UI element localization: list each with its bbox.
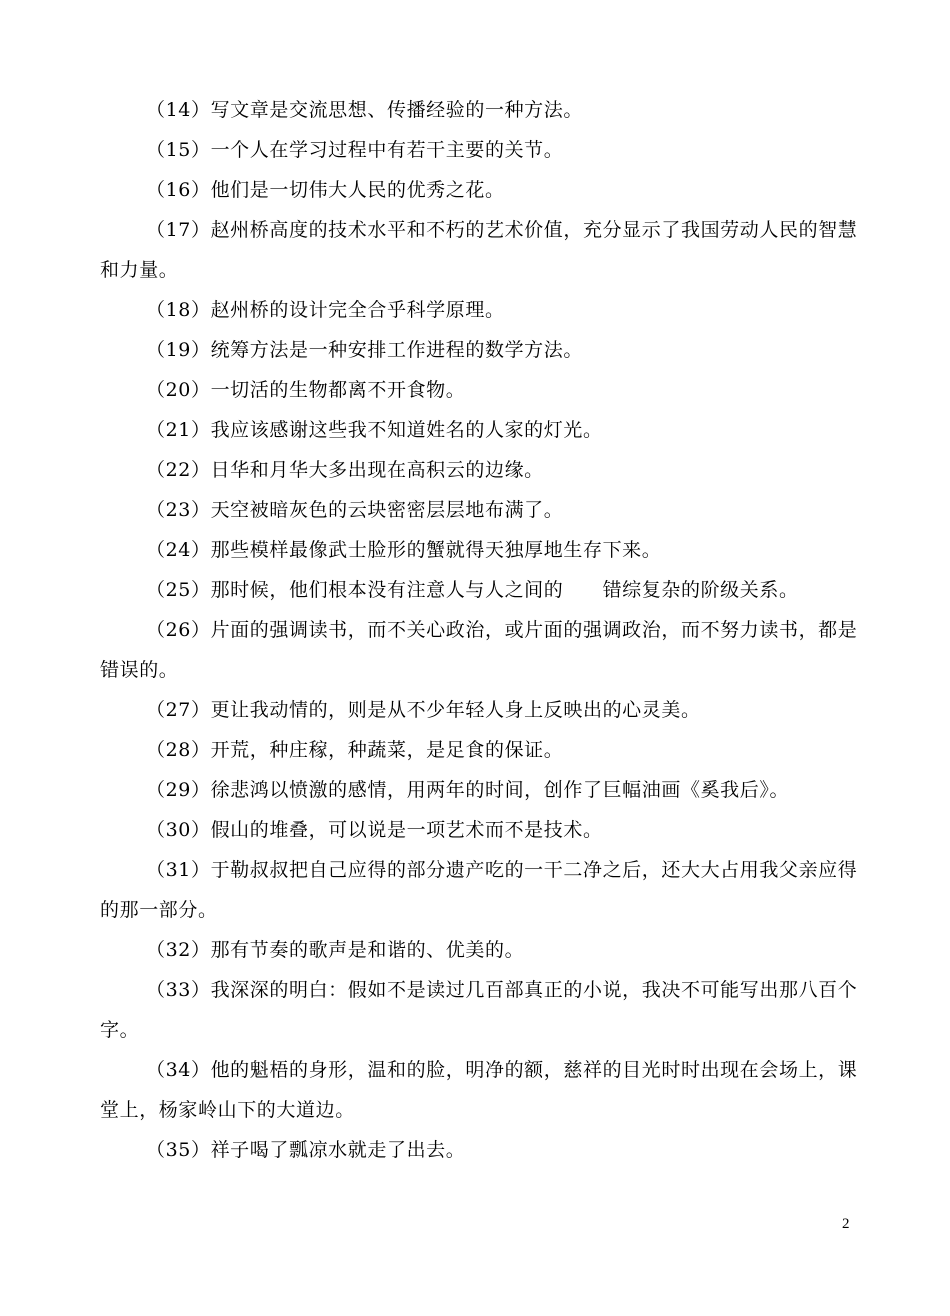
sentence-30: （30）假山的堆叠，可以说是一项艺术而不是技术。 — [146, 819, 603, 841]
sentence-15: （15）一个人在学习过程中有若干主要的关节。 — [146, 139, 564, 161]
sentence-26: （26）片面的强调读书，而不关心政治，或片面的强调政治，而不努力读书，都是错误的。 — [100, 619, 858, 681]
sentence-32: （32）那有节奏的歌声是和谐的、优美的。 — [146, 939, 525, 961]
sentence-25: （25）那时候，他们根本没有注意人与人之间的 错综复杂的阶级关系。 — [146, 579, 799, 601]
sentence-16: （16）他们是一切伟大人民的优秀之花。 — [146, 179, 505, 201]
sentence-17: （17）赵州桥高度的技术水平和不朽的艺术价值，充分显示了我国劳动人民的智慧和力量。 — [100, 219, 858, 281]
sentence-29: （29）徐悲鸿以愤激的感情，用两年的时间，创作了巨幅油画《奚我后》。 — [146, 779, 790, 801]
sentence-27: （27）更让我动情的，则是从不少年轻人身上反映出的心灵美。 — [146, 699, 701, 721]
sentence-31: （31）于勒叔叔把自己应得的部分遗产吃的一干二净之后，还大大占用我父亲应得的那一部分。 — [100, 859, 858, 921]
sentence-22: （22）日华和月华大多出现在高积云的边缘。 — [146, 459, 544, 481]
page-number: 2 — [842, 1216, 850, 1232]
sentence-20: （20）一切活的生物都离不开食物。 — [146, 379, 466, 401]
sentence-24: （24）那些模样最像武士脸形的蟹就得天独厚地生存下来。 — [146, 539, 662, 561]
sentence-19: （19）统筹方法是一种安排工作进程的数学方法。 — [146, 339, 583, 361]
sentence-21: （21）我应该感谢这些我不知道姓名的人家的灯光。 — [146, 419, 603, 441]
sentence-28: （28）开荒，种庄稼，种蔬菜，是足食的保证。 — [146, 739, 564, 761]
sentence-14: （14）写文章是交流思想、传播经验的一种方法。 — [146, 99, 583, 121]
sentence-34: （34）他的魁梧的身形，温和的脸，明净的额，慈祥的目光时时出现在会场上，课堂上，杨家岭山下的大道边。 — [100, 1059, 858, 1121]
sentence-18: （18）赵州桥的设计完全合乎科学原理。 — [146, 299, 505, 321]
sentence-23: （23）天空被暗灰色的云块密密层层地布满了。 — [146, 499, 564, 521]
sentence-33: （33）我深深的明白：假如不是读过几百部真正的小说，我决不可能写出那八百个字。 — [100, 979, 858, 1041]
sentence-35: （35）祥子喝了瓢凉水就走了出去。 — [146, 1139, 466, 1161]
